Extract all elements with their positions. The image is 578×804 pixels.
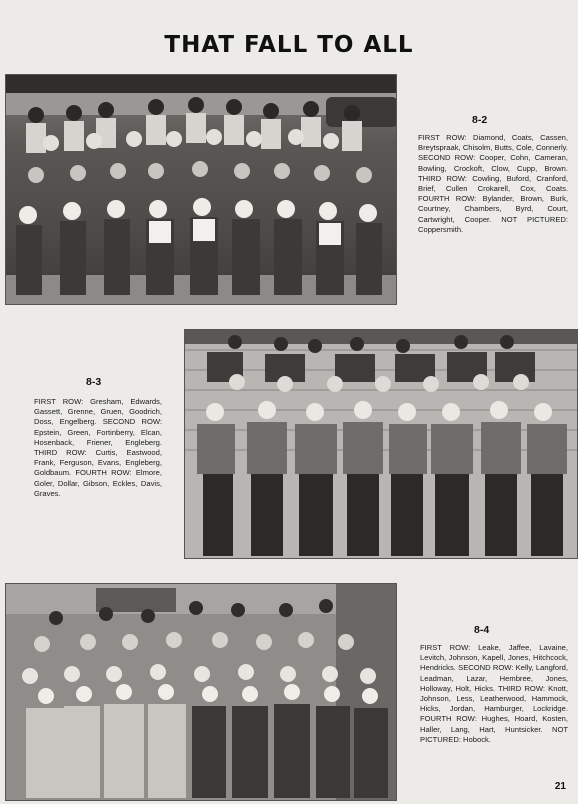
class-room-label-8-3: 8-3	[86, 376, 102, 388]
page-title: THAT FALL TO ALL	[164, 32, 414, 58]
class-caption-8-4: FIRST ROW: Leake, Jaffee, Lavaine, Levitch, Johnson, Kapell, Jones, Hitchcock, Hendricks. SECOND ROW: Kelly, Langford, Leadman, Lazar, Hembree, Jones, Holloway, Holt, Hicks. THIRD ROW: Knott, Johnson, Less, Leatherwood, Hammock, Hicks, Jordan, Hamburger, Lockridge. FOURTH ROW: Hughes, Hoard, Kosten, Haller, Lang, Hart, Huntsicker. NOT PICTURED: Hobock.	[420, 643, 568, 744]
class-caption-8-2: FIRST ROW: Diamond, Coats, Cassen, Breytspraak, Chisolm, Butts, Cole, Connerly. SECOND ROW: Cooper, Cohn, Cameran, Bowling, Crockoft, Clow, Cupp, Brown. THIRD ROW: Cowling, Buford, Cranford, Brief, Cullen Crokarell, Cox, Coats. FOURTH ROW: Bylander, Brown, Burk, Courtney, Chambers, Byrd, Court, Cartwright, Cooper. NOT PICTURED: Coppersmith.	[418, 133, 568, 234]
class-room-label-8-4: 8-4	[474, 624, 490, 636]
group-photo-illustration	[6, 584, 397, 801]
class-photo-8-3	[184, 329, 578, 559]
page-number: 21	[554, 781, 566, 792]
group-photo-illustration	[6, 75, 397, 305]
class-photo-8-4	[5, 583, 397, 801]
group-photo-illustration	[185, 330, 578, 559]
class-photo-8-2	[5, 74, 397, 305]
class-room-label-8-2: 8-2	[472, 114, 488, 126]
class-caption-8-3: FIRST ROW: Gresham, Edwards, Gassett, Grenne, Gruen, Goodrich, Doss, Engelberg. SECOND ROW: Epstein, Green, Fortinberry, Elcan, Hosenback, Friener, Engleberg. THIRD ROW: Curtis, Eastwood, Frank, Ferguson, Evans, Engleberg, Goldbaum. FOURTH ROW: Elmore, Goler, Dollar, Gibson, Eckles, Davis, Graves.	[34, 397, 162, 498]
